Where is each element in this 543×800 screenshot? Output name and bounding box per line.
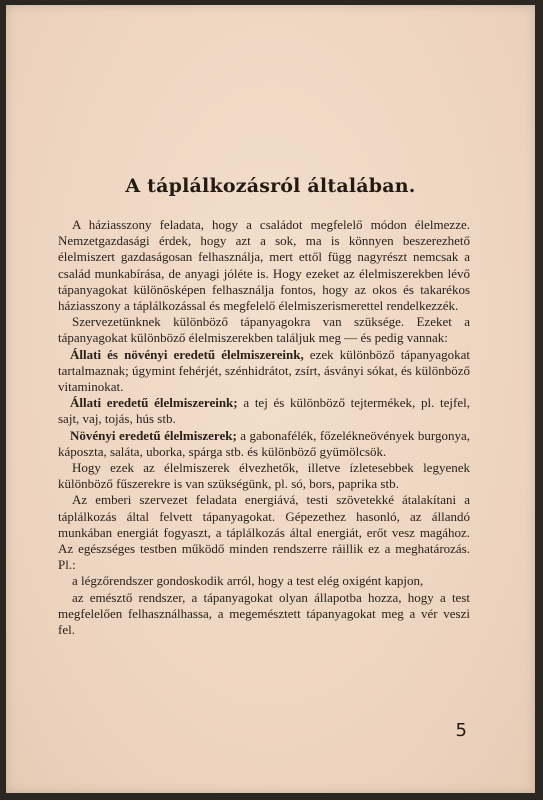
- page-number: 5: [455, 720, 467, 741]
- text-animal-origin: a tej és különböző tejtermékek, pl. tejfel, sajt, vaj, tojás, hús stb.: [58, 395, 470, 427]
- paragraph-animal-origin: [58, 395, 470, 427]
- paragraph-animal-plant: [58, 347, 470, 396]
- body-text: [58, 217, 470, 638]
- paragraph-nutrients: Szervezetünknek különböző tápanyagokra van szüksége. Ezeket a tápanyagokat különböző élelmiszerekben találjuk meg — és pedig vannak:: [58, 314, 470, 346]
- bold-phrase-animal-origin: Állati eredetű élelmiszereink;: [70, 395, 238, 411]
- paragraph-respiratory: a légzőrendszer gondoskodik arról, hogy a test elég oxigént kapjon,: [72, 573, 424, 589]
- text-plant-origin: a gabonafélék, főzelékneövények burgonya, káposzta, saláta, uborka, spárga stb. és különböző gyümölcsök.: [58, 427, 470, 459]
- page-title: A táplálkozásról általában.: [125, 175, 416, 197]
- paragraph-energy: Az emberi szervezet feladata energiává, testi szövetekké átalakítani a táplálkozás által felvett tápanyagokat. Gépezethez hasonló, az állandó munkában energiát fogyaszt, a táplálkozás által energiát, erőt vesz magához. Az egészséges testben működő minden rendszerre ráillik ez a meghatározás. Pl.:: [58, 492, 470, 573]
- paragraph-spices: Hogy ezek az élelmiszerek élvezhetők, illetve ízletesebbek legyenek különböző fűszerekre is van szükségünk, pl. só, bors, paprika stb.: [58, 460, 470, 492]
- bold-phrase-plant-origin: Növényi eredetű élelmiszerek;: [70, 427, 237, 443]
- text-animal-plant: ezek különböző tápanyagokat tartalmaznak; úgymint fehérjét, szénhidrátot, zsírt, ásványi sókat, és különböző vitaminokat.: [58, 346, 471, 395]
- paragraph-digestive: az emésztő rendszer, a tápanyagokat olyan állapotba hozza, hogy a test megfelelően felhasználhassa, a megemésztett tápanyagokat meg a vér veszi fel.: [58, 589, 470, 638]
- paragraph-intro: A háziasszony feladata, hogy a családot megfelelő módon élelmezze. Nemzetgazdasági érdek, hogy azt a sok, ma is könnyen beszerezhető élelmiszert gazdaságosan felhasználja, mert ettől függ nagyrészt nemcsak a család munkabírása, de anyagi jóléte is. Hogy ezeket az élelmiszerekben lévő tápanyagokat különösképen felhasználja fontos, hogy az okos és takarékos háziasszony a táplálkozással és megfelelő élelmiszerismerettel rendelkezzék.: [58, 217, 470, 314]
- book-page: [6, 5, 535, 793]
- paragraph-plant-origin: [58, 428, 470, 460]
- bold-phrase-animal-plant: Állati és növényi eredetű élelmiszereink,: [70, 346, 304, 362]
